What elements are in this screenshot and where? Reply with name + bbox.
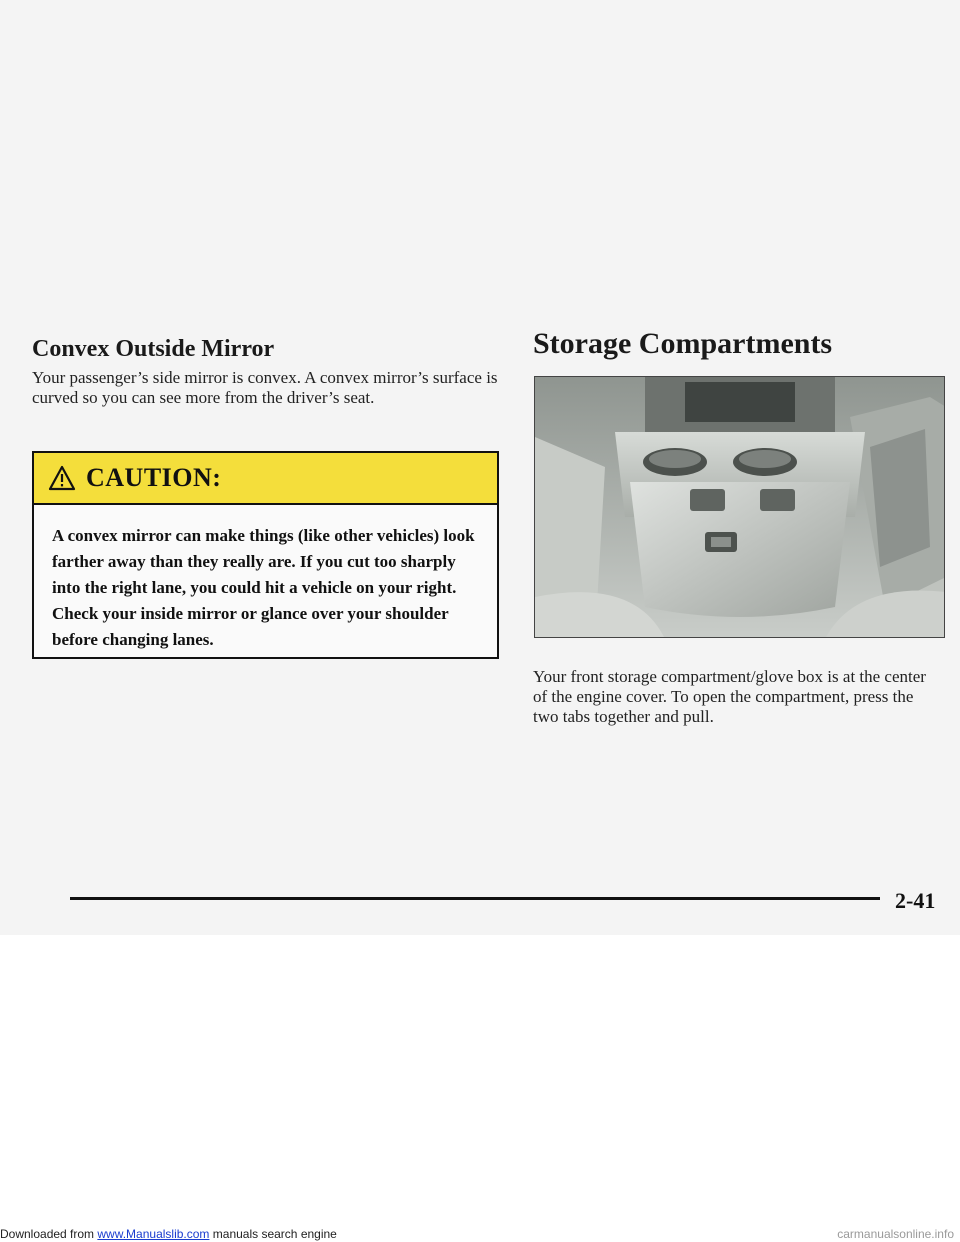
storage-paragraph: Your front storage compartment/glove box is at the center of the engine cover. To open the compartment, press the two tabs together and pull. bbox=[533, 667, 926, 726]
storage-compartment-photo bbox=[534, 376, 945, 638]
footer-suffix: manuals search engine bbox=[209, 1227, 337, 1241]
convex-mirror-heading: Convex Outside Mirror bbox=[32, 336, 275, 362]
footer-source bbox=[0, 1226, 337, 1242]
storage-heading: Storage Compartments bbox=[533, 327, 833, 360]
watermark-text: carmanualsonline.info bbox=[837, 1227, 954, 1241]
manualslib-link[interactable]: www.Manualslib.com bbox=[97, 1227, 210, 1241]
footer-rule bbox=[70, 897, 880, 903]
caution-label: CAUTION: bbox=[86, 463, 222, 492]
warning-triangle-icon bbox=[48, 465, 76, 491]
download-footer bbox=[0, 1226, 960, 1242]
convex-mirror-paragraph: Your passenger’s side mirror is convex. A convex mirror’s surface is curved so you can see more from the driver’s seat. bbox=[32, 368, 498, 407]
caution-text: A convex mirror can make things (like other vehicles) look farther away than they really are. If you cut too sharply into the right lane, you could hit a vehicle on your right. Check your inside mirror or glance over your shoulder before changing lanes. bbox=[52, 526, 475, 649]
footer-prefix: Downloaded from bbox=[0, 1227, 98, 1241]
compartment-illustration bbox=[535, 377, 945, 638]
caution-box bbox=[32, 451, 499, 659]
page-number: 2-41 bbox=[895, 888, 936, 913]
caution-header bbox=[34, 453, 497, 505]
